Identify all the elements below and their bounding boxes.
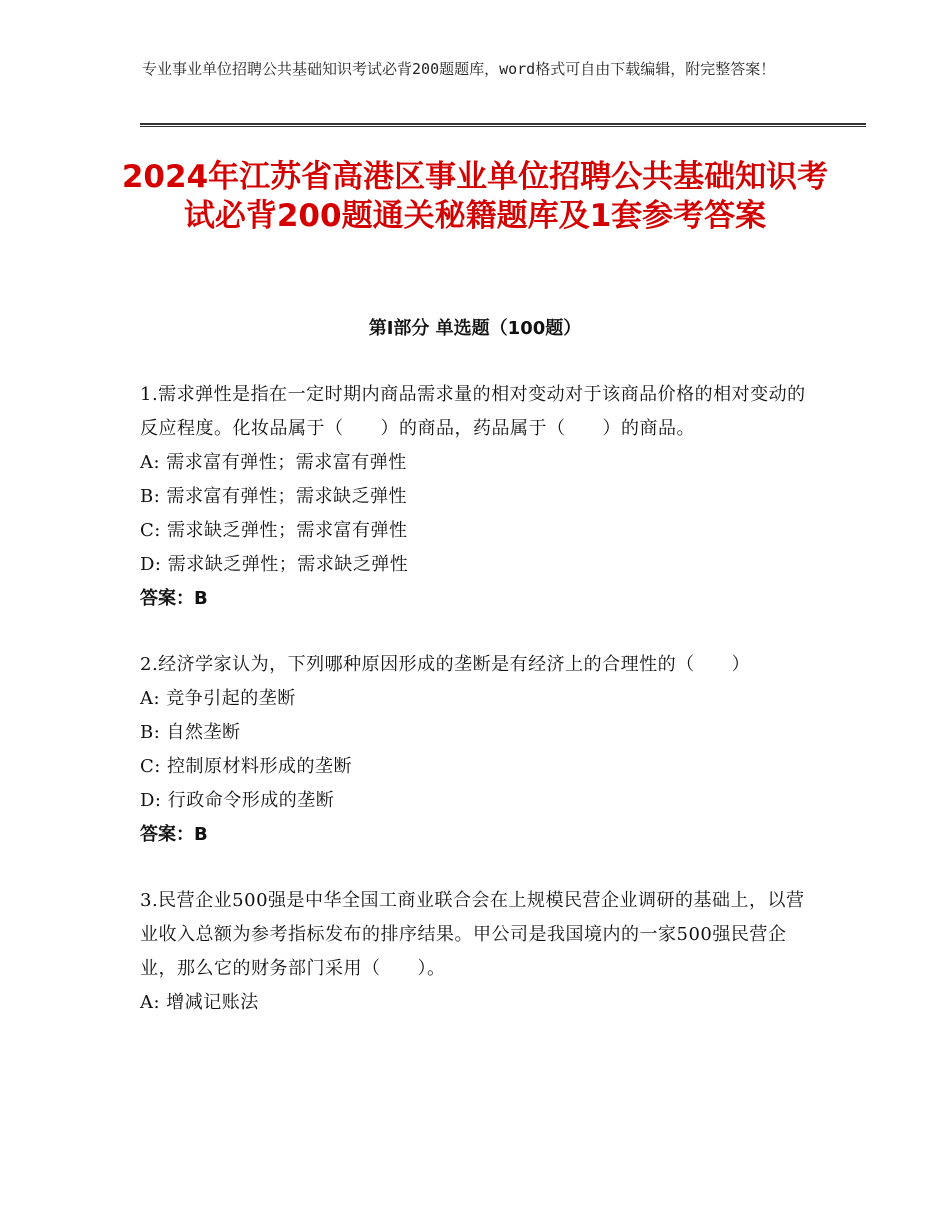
option-b: B: 需求富有弹性；需求缺乏弹性 [140,486,408,507]
question-stem: 1.需求弹性是指在一定时期内商品需求量的相对变动对于该商品价格的相对变动的反应程度。化妆品属于（ ）的商品，药品属于（ ）的商品。 [140,384,806,439]
section-heading: 第Ⅰ部分 单选题（100题） [368,318,582,339]
page-header-text: 专业事业单位招聘公共基础知识考试必背200题题库，word格式可自由下载编辑，附完整答案！ [142,60,776,78]
option-c: C: 控制原材料形成的垄断 [140,756,353,777]
document-title: 2024年江苏省高港区事业单位招聘公共基础知识考试必背200题通关秘籍题库及1套参考答案 [121,159,829,234]
option-a: A: 竞争引起的垄断 [140,688,296,709]
answer: 答案：B [140,824,208,845]
option-d: D: 行政命令形成的垄断 [140,790,335,811]
question-list [140,378,810,1052]
option-c: C: 需求缺乏弹性；需求富有弹性 [140,520,408,541]
header-divider [140,123,866,127]
option-a: A: 增减记账法 [140,992,259,1013]
question-stem: 3.民营企业500强是中华全国工商业联合会在上规模民营企业调研的基础上，以营业收入总额为参考指标发布的排序结果。甲公司是我国境内的一家500强民营企业，那么它的财务部门采用（ ）。 [140,890,805,979]
option-a: A: 需求富有弹性；需求富有弹性 [140,452,407,473]
question-1 [140,378,810,616]
answer: 答案：B [140,588,208,609]
question-stem: 2.经济学家认为，下列哪种原因形成的垄断是有经济上的合理性的（ ） [140,654,751,675]
question-3 [140,884,810,1020]
option-b: B: 自然垄断 [140,722,241,743]
question-2 [140,648,810,852]
option-d: D: 需求缺乏弹性；需求缺乏弹性 [140,554,409,575]
